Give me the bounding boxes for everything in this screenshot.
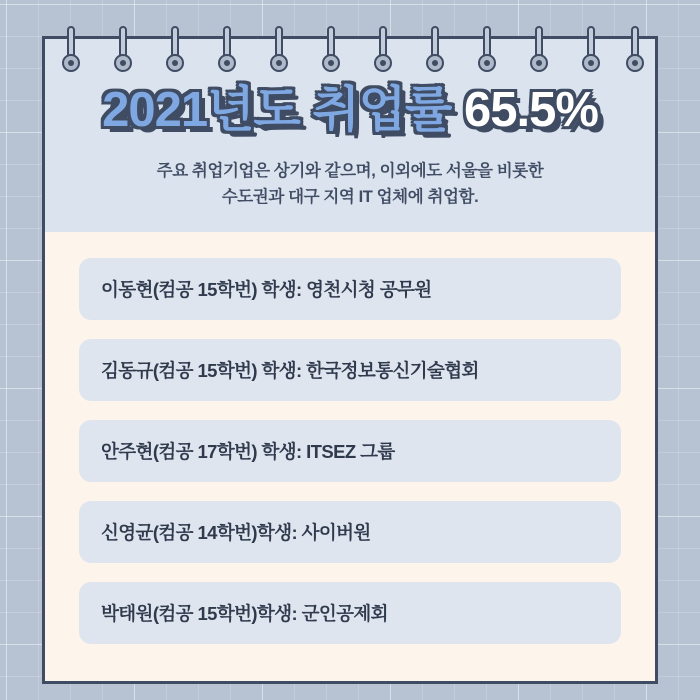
headline-year: 2021 [102,83,208,137]
list-item-label: 안주현(컴공 17학번) 학생: ITSEZ 그룹 [101,441,395,463]
list-item [79,420,621,482]
list-item [79,339,621,401]
notepad-sheet [42,36,658,684]
list-item [79,258,621,320]
list-item-label: 이동현(컴공 15학번) 학생: 영천시청 공무원 [101,279,432,301]
page-title [75,85,625,137]
header-area [45,39,655,210]
list-item-label: 김동규(컴공 15학번) 학생: 한국정보통신기술협회 [101,360,479,382]
list-item-label: 박태원(컴공 15학번)학생: 군인공제회 [101,603,388,625]
headline-middle: 년도 취업률 [207,83,452,137]
subtitle [115,159,585,210]
subtitle-line-2: 수도권과 대구 지역 IT 업체에 취업함. [221,187,479,206]
employment-list [45,232,655,682]
list-item [79,582,621,644]
headline-rate: 65.5% [464,83,598,137]
list-item [79,501,621,563]
subtitle-line-1: 주요 취업기업은 상기와 같으며, 이외에도 서울을 비롯한 [156,161,544,180]
list-item-label: 신영균(컴공 14학번)학생: 사이버원 [101,522,371,544]
